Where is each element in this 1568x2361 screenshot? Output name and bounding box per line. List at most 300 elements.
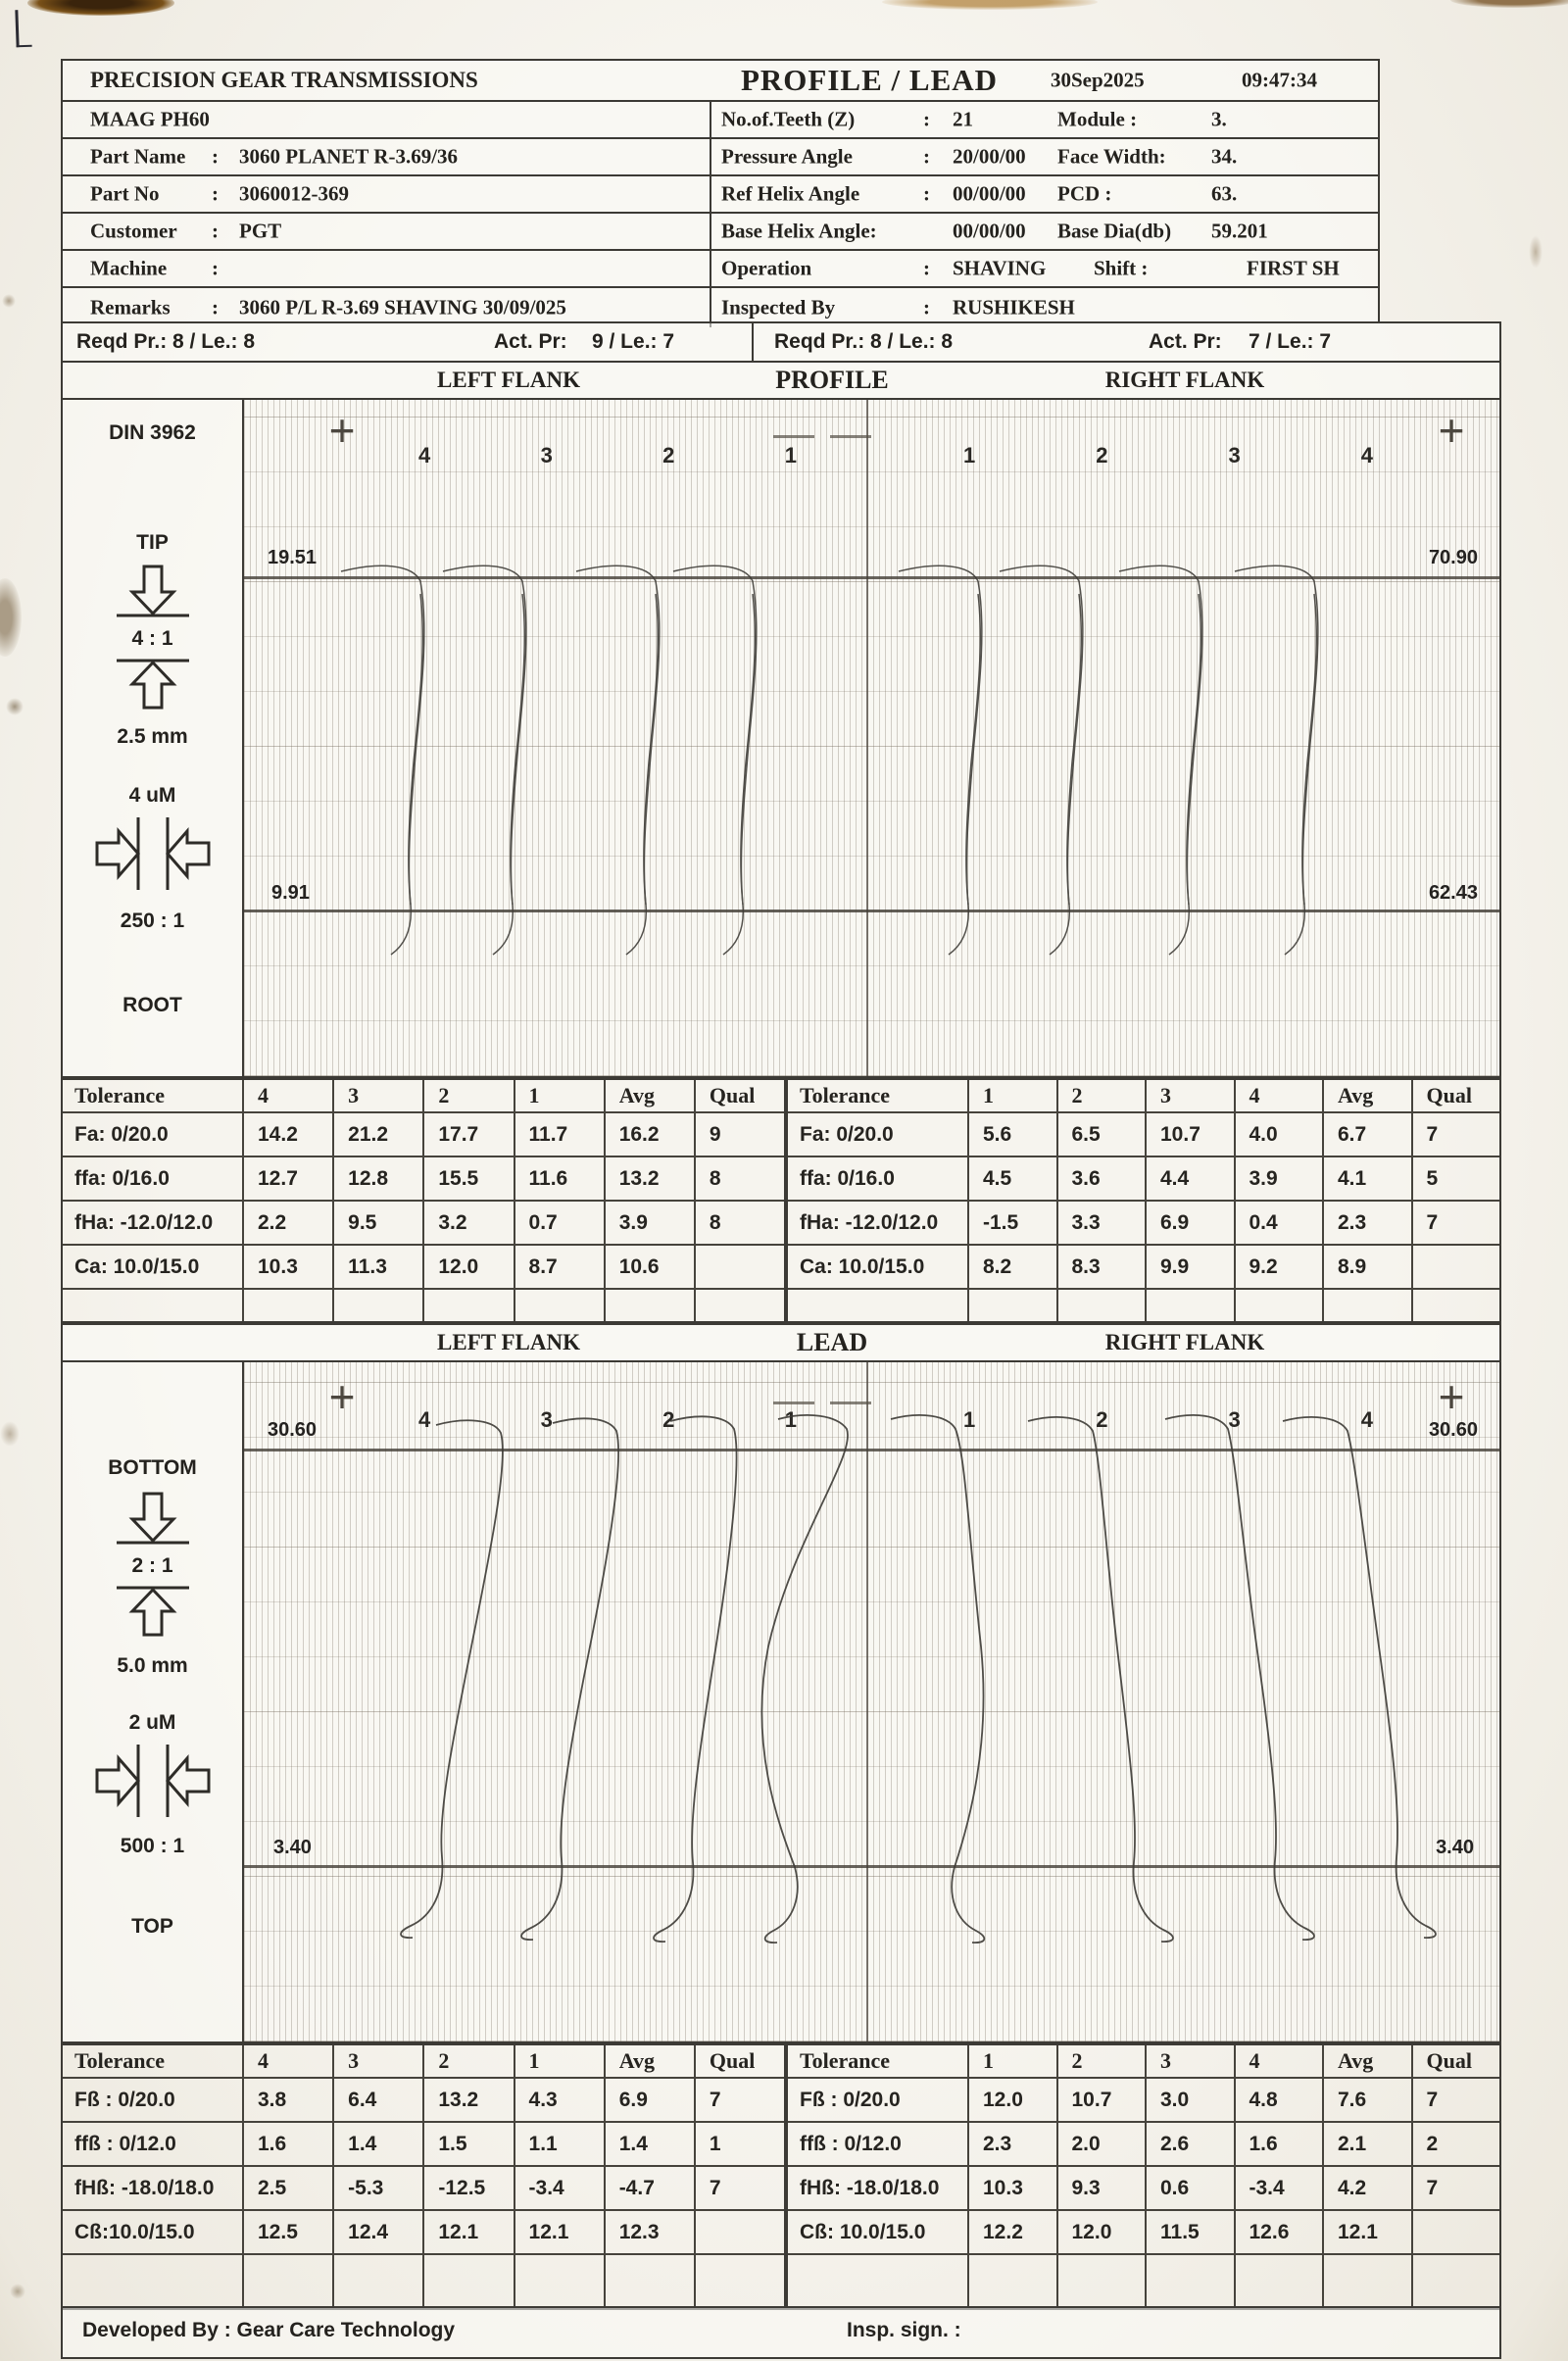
value-cell: 12.7 <box>244 1157 334 1200</box>
stain <box>1529 235 1543 269</box>
value-cell: 9.2 <box>1236 1246 1325 1288</box>
customer-cell <box>63 214 711 249</box>
refhelix-cell <box>710 176 1378 212</box>
value-cell: Avg <box>1324 1080 1413 1111</box>
value-cell: Avg <box>606 2045 696 2077</box>
value-cell: -12.5 <box>424 2167 514 2209</box>
value-cell: 12.1 <box>424 2211 514 2253</box>
value-cell: 1 <box>969 2045 1058 2077</box>
tolerance-label-cell: Tolerance <box>63 2045 244 2077</box>
value-cell <box>1413 2255 1500 2308</box>
lead-chart-block <box>61 1360 1501 2043</box>
part-no-cell <box>63 176 711 212</box>
value-cell <box>1324 1290 1413 1321</box>
value-cell: Qual <box>709 2048 756 2073</box>
tooth-number: 2 <box>662 443 675 467</box>
down-arrow-icon <box>109 565 197 625</box>
value-cell: 4 <box>244 2045 334 2077</box>
colon: : <box>212 219 219 243</box>
table-header-row <box>788 1080 1499 1113</box>
value-cell: 3 <box>334 2045 424 2077</box>
registration-cross: + <box>328 1371 356 1422</box>
value-cell: Qual <box>1426 2048 1472 2073</box>
machine-label: Machine <box>90 256 168 280</box>
tolerance-label-cell: fHß: -18.0/18.0 <box>788 2167 969 2209</box>
req-act-row <box>61 321 1501 363</box>
basehelix-label: Base Helix Angle: <box>721 219 877 243</box>
customer-label: Customer <box>90 219 177 243</box>
table-header-row <box>788 2045 1499 2079</box>
tolerance-label-cell <box>63 2255 244 2308</box>
basehelix-value: 00/00/00 <box>953 219 1026 243</box>
value-cell: 1.4 <box>606 2123 696 2165</box>
value-cell: Qual <box>1426 1083 1472 1107</box>
tooth-number: 2 <box>1096 443 1108 467</box>
value-cell <box>696 1290 784 1321</box>
value-cell: 1.5 <box>424 2123 514 2165</box>
tolerance-label-cell <box>788 2255 969 2308</box>
value-cell <box>1236 1290 1325 1321</box>
part-no-row <box>63 176 1378 214</box>
value-cell: 4.4 <box>1147 1157 1236 1200</box>
value-cell: 1.6 <box>244 2123 334 2165</box>
table-row <box>788 1113 1499 1157</box>
value-cell: 2 <box>424 2045 514 2077</box>
lead-top-left-value: 30.60 <box>268 1419 318 1441</box>
stain <box>2 294 16 308</box>
lead-bottom-left-value: 3.40 <box>273 1837 312 1858</box>
value-cell <box>969 1290 1058 1321</box>
value-cell: 12.1 <box>515 2211 606 2253</box>
value-cell: 9 <box>709 1122 721 1146</box>
value-cell: 6.9 <box>1147 1202 1236 1244</box>
table-header-row <box>63 2045 784 2079</box>
tooth-number: 4 <box>418 443 431 467</box>
value-cell: 4.8 <box>1236 2079 1325 2121</box>
operation-value: SHAVING <box>953 256 1047 280</box>
value-cell: 13.2 <box>424 2079 514 2121</box>
stain <box>0 1421 20 1447</box>
value-cell <box>696 2255 784 2308</box>
lead-horizontal-scale: 500 : 1 <box>120 1835 185 1857</box>
profile-chart-block <box>61 398 1501 1078</box>
table-header-row <box>63 1080 784 1113</box>
tooth-number: 1 <box>784 1407 797 1432</box>
lead-chart <box>244 1362 1499 2041</box>
table-row <box>63 2079 784 2123</box>
basedia-label: Base Dia(db) <box>1057 219 1172 243</box>
value-cell: 7 <box>1426 1122 1439 1146</box>
tolerance-label-cell: Cß:10.0/15.0 <box>63 2211 244 2253</box>
value-cell: 7 <box>1426 1210 1439 1234</box>
table-row <box>788 1246 1499 1290</box>
tooth-number: 2 <box>662 1407 675 1432</box>
part-no-value: 3060012-369 <box>239 181 349 206</box>
value-cell: 2 <box>1058 2045 1148 2077</box>
customer-value: PGT <box>239 219 282 243</box>
developed-by: Developed By : Gear Care Technology <box>82 2318 456 2341</box>
value-cell: 8.2 <box>969 1246 1058 1288</box>
lead-traces <box>244 1362 1503 2045</box>
pressure-cell <box>710 139 1378 174</box>
table-row <box>788 1202 1499 1246</box>
operation-label: Operation <box>721 256 812 280</box>
value-cell: 16.2 <box>606 1113 696 1156</box>
module-value: 3. <box>1211 107 1227 131</box>
value-cell: 12.8 <box>334 1157 424 1200</box>
tolerance-label-cell: Fa: 0/20.0 <box>788 1113 969 1156</box>
lead-band <box>61 1323 1501 1362</box>
tolerance-label-cell: Tolerance <box>788 2045 969 2077</box>
value-cell: 12.0 <box>1058 2211 1148 2253</box>
value-cell: 1.6 <box>1236 2123 1325 2165</box>
value-cell: 2 <box>424 1080 514 1111</box>
tolerance-label-cell: ffß : 0/12.0 <box>63 2123 244 2165</box>
table-row <box>63 2123 784 2167</box>
root-right-value: 62.43 <box>1428 882 1478 904</box>
value-cell: Qual <box>709 1083 756 1107</box>
machine-model-cell <box>63 102 711 137</box>
tolerance-label-cell: Tolerance <box>788 1080 969 1111</box>
converge-arrows-icon <box>89 1739 217 1823</box>
tolerance-label-cell: fHß: -18.0/18.0 <box>63 2167 244 2209</box>
din-standard: DIN 3962 <box>109 421 196 444</box>
profile-tolerance-tables <box>61 1078 1501 1323</box>
profile-left-flank-title: LEFT FLANK <box>437 368 580 392</box>
reqd-left: Reqd Pr.: 8 / Le.: 8 <box>76 330 256 353</box>
value-cell: 12.1 <box>1324 2211 1413 2253</box>
table-row <box>788 2079 1499 2123</box>
table-row <box>63 1113 784 1157</box>
tolerance-label-cell: Ca: 10.0/15.0 <box>63 1246 244 1288</box>
value-cell <box>969 2255 1058 2308</box>
value-cell: 21.2 <box>334 1113 424 1156</box>
value-cell: 11.6 <box>515 1157 606 1200</box>
value-cell <box>334 2255 424 2308</box>
stain <box>0 578 22 657</box>
value-cell: Avg <box>606 1080 696 1111</box>
profile-horizontal-scale: 250 : 1 <box>120 910 185 932</box>
tolerance-label-cell: Fß : 0/20.0 <box>788 2079 969 2121</box>
table-row <box>63 1157 784 1202</box>
profile-left-tolerance-table <box>61 1078 786 1323</box>
tooth-number: 4 <box>418 1407 431 1432</box>
teeth-value: 21 <box>953 107 973 131</box>
value-cell: 11.3 <box>334 1246 424 1288</box>
lead-left-tolerance-table <box>61 2043 786 2310</box>
value-cell: 1 <box>515 2045 606 2077</box>
value-cell: 1.1 <box>515 2123 606 2165</box>
profile-title: PROFILE <box>775 366 889 394</box>
up-arrow-icon <box>109 1580 197 1639</box>
value-cell: 2.5 <box>244 2167 334 2209</box>
profile-right-tolerance-table <box>786 1078 1501 1323</box>
machine-model: MAAG PH60 <box>90 107 210 131</box>
basedia-value: 59.201 <box>1211 219 1268 243</box>
value-cell <box>696 2211 784 2253</box>
value-cell: 3 <box>334 1080 424 1111</box>
facewidth-value: 34. <box>1211 144 1238 169</box>
value-cell: 8 <box>709 1166 721 1190</box>
part-name-cell <box>63 139 711 174</box>
registration-cross: + <box>1438 1371 1465 1422</box>
value-cell <box>606 1290 696 1321</box>
value-cell <box>696 1246 784 1288</box>
colon: : <box>212 256 219 280</box>
tooth-number: 1 <box>963 443 976 467</box>
tolerance-label-cell: ffa: 0/16.0 <box>63 1157 244 1200</box>
value-cell: -3.4 <box>515 2167 606 2209</box>
table-row <box>63 1246 784 1290</box>
value-cell: 8.9 <box>1324 1246 1413 1288</box>
root-label: ROOT <box>122 994 182 1016</box>
inspected-value: RUSHIKESH <box>953 295 1075 320</box>
pcd-value: 63. <box>1211 181 1238 206</box>
inspector-sign-label: Insp. sign. : <box>847 2318 961 2341</box>
table-empty-row <box>788 2255 1499 2308</box>
profile-sidebar <box>63 400 244 1076</box>
tolerance-label-cell: fHa: -12.0/12.0 <box>788 1202 969 1244</box>
value-cell: 10.7 <box>1147 1113 1236 1156</box>
value-cell: 3.6 <box>1058 1157 1148 1200</box>
footer-row <box>61 2306 1501 2359</box>
value-cell: 12.2 <box>969 2211 1058 2253</box>
profile-traces <box>244 400 1503 1080</box>
profile-right-flank-title: RIGHT FLANK <box>1104 368 1265 392</box>
lead-top-right-value: 30.60 <box>1428 1419 1478 1441</box>
value-cell: 1 <box>969 1080 1058 1111</box>
value-cell: 6.7 <box>1324 1113 1413 1156</box>
value-cell: 13.2 <box>606 1157 696 1200</box>
value-cell: Avg <box>1324 2045 1413 2077</box>
profile-um-scale: 4 uM <box>128 784 176 807</box>
refhelix-value: 00/00/00 <box>953 181 1026 206</box>
table-row <box>788 2167 1499 2211</box>
colon: : <box>212 295 219 320</box>
tooth-number: 3 <box>1228 443 1241 467</box>
value-cell: 2.6 <box>1147 2123 1236 2165</box>
colon: : <box>212 144 219 169</box>
lead-bottom-right-value: 3.40 <box>1436 1837 1474 1858</box>
value-cell: 8.3 <box>1058 1246 1148 1288</box>
value-cell <box>1058 1290 1148 1321</box>
stain <box>1450 0 1568 8</box>
value-cell: 10.3 <box>969 2167 1058 2209</box>
value-cell: 8.7 <box>515 1246 606 1288</box>
registration-cross: + <box>328 405 356 456</box>
machine-row <box>63 251 1378 288</box>
stain <box>882 0 1098 10</box>
value-cell: 1 <box>515 1080 606 1111</box>
value-cell: 2 <box>1426 2132 1439 2155</box>
part-name-row <box>63 139 1378 176</box>
value-cell: 4.0 <box>1236 1113 1325 1156</box>
colon: : <box>923 144 930 169</box>
pen-mark <box>15 10 31 48</box>
value-cell <box>424 2255 514 2308</box>
table-row <box>63 2167 784 2211</box>
tolerance-label-cell: Fß : 0/20.0 <box>63 2079 244 2121</box>
company-name: PRECISION GEAR TRANSMISSIONS <box>90 68 478 92</box>
value-cell: 17.7 <box>424 1113 514 1156</box>
basehelix-cell <box>710 214 1378 249</box>
part-name-value: 3060 PLANET R-3.69/36 <box>239 144 459 169</box>
shift-value: FIRST SH <box>1247 256 1340 280</box>
table-row <box>788 2123 1499 2167</box>
table-row <box>63 1202 784 1246</box>
value-cell: -5.3 <box>334 2167 424 2209</box>
stain <box>6 698 24 715</box>
customer-row <box>63 214 1378 251</box>
value-cell: 4.1 <box>1324 1157 1413 1200</box>
value-cell: 5.6 <box>969 1113 1058 1156</box>
value-cell <box>1058 2255 1148 2308</box>
value-cell: 10.6 <box>606 1246 696 1288</box>
tip-label: TIP <box>136 531 169 554</box>
value-cell: -4.7 <box>606 2167 696 2209</box>
value-cell: 1 <box>709 2132 721 2155</box>
table-row <box>788 1157 1499 1202</box>
inspected-label: Inspected By <box>721 295 836 320</box>
tolerance-label-cell: fHa: -12.0/12.0 <box>63 1202 244 1244</box>
page-title: PROFILE / LEAD <box>740 63 999 97</box>
value-cell: 2.3 <box>1324 1202 1413 1244</box>
value-cell: 12.6 <box>1236 2211 1325 2253</box>
tolerance-label-cell <box>63 1290 244 1321</box>
stain <box>27 0 174 16</box>
tooth-number: 3 <box>1228 1407 1241 1432</box>
value-cell: 7.6 <box>1324 2079 1413 2121</box>
colon: : <box>923 181 930 206</box>
lead-vertical-scale: 2 : 1 <box>131 1554 173 1577</box>
tooth-number: 1 <box>784 443 797 467</box>
value-cell: -3.4 <box>1236 2167 1325 2209</box>
profile-chart <box>244 400 1499 1076</box>
value-cell: -1.5 <box>969 1202 1058 1244</box>
colon: : <box>923 256 930 280</box>
tooth-number: 2 <box>1096 1407 1108 1432</box>
profile-band <box>61 361 1501 400</box>
shift-label: Shift : <box>1094 256 1149 280</box>
lead-tolerance-tables <box>61 2043 1501 2310</box>
tip-left-value: 19.51 <box>268 547 318 568</box>
value-cell: 3.2 <box>424 1202 514 1244</box>
value-cell: 3 <box>1147 2045 1236 2077</box>
value-cell: 12.0 <box>969 2079 1058 2121</box>
value-cell: 10.7 <box>1058 2079 1148 2121</box>
value-cell: 15.5 <box>424 1157 514 1200</box>
value-cell <box>1413 1246 1500 1288</box>
value-cell <box>424 1290 514 1321</box>
pressure-label: Pressure Angle <box>721 144 853 169</box>
value-cell: 7 <box>1426 2088 1439 2111</box>
value-cell <box>606 2255 696 2308</box>
value-cell <box>334 1290 424 1321</box>
converge-arrows-icon <box>89 812 217 896</box>
value-cell: 4.2 <box>1324 2167 1413 2209</box>
tip-right-value: 70.90 <box>1428 547 1478 568</box>
report-date: 30Sep2025 <box>1051 68 1145 92</box>
tolerance-label-cell: Fa: 0/20.0 <box>63 1113 244 1156</box>
value-cell <box>515 1290 606 1321</box>
colon: : <box>923 295 930 320</box>
table-empty-row <box>63 1290 784 1321</box>
lead-mm-scale: 5.0 mm <box>117 1654 188 1677</box>
lead-right-tolerance-table <box>786 2043 1501 2310</box>
profile-vertical-scale: 4 : 1 <box>131 627 173 650</box>
value-cell: 7 <box>1426 2176 1439 2199</box>
tolerance-label-cell: Ca: 10.0/15.0 <box>788 1246 969 1288</box>
value-cell: 2.0 <box>1058 2123 1148 2165</box>
value-cell: 3.8 <box>244 2079 334 2121</box>
profile-mm-scale: 2.5 mm <box>117 725 188 748</box>
tolerance-label-cell: Cß: 10.0/15.0 <box>788 2211 969 2253</box>
table-empty-row <box>788 1290 1499 1321</box>
root-left-value: 9.91 <box>271 882 310 904</box>
title-row <box>63 61 1378 102</box>
operation-cell <box>710 251 1378 286</box>
value-cell <box>1147 1290 1236 1321</box>
value-cell: 3.9 <box>1236 1157 1325 1200</box>
up-arrow-icon <box>109 653 197 712</box>
table-row <box>788 2211 1499 2255</box>
refhelix-label: Ref Helix Angle <box>721 181 860 206</box>
value-cell: 10.3 <box>244 1246 334 1288</box>
machine-model-row <box>63 102 1378 139</box>
divider <box>752 323 754 361</box>
lead-sidebar <box>63 1362 244 2041</box>
value-cell: 3 <box>1147 1080 1236 1111</box>
tolerance-label-cell: ffß : 0/12.0 <box>788 2123 969 2165</box>
value-cell: 4.5 <box>969 1157 1058 1200</box>
value-cell: 12.3 <box>606 2211 696 2253</box>
lead-right-flank-title: RIGHT FLANK <box>1104 1330 1265 1354</box>
tolerance-label-cell: ffa: 0/16.0 <box>788 1157 969 1200</box>
value-cell: 11.7 <box>515 1113 606 1156</box>
value-cell: 3.3 <box>1058 1202 1148 1244</box>
value-cell: 0.7 <box>515 1202 606 1244</box>
teeth-cell <box>710 102 1378 137</box>
value-cell <box>1413 1290 1500 1321</box>
value-cell <box>515 2255 606 2308</box>
value-cell: 0.4 <box>1236 1202 1325 1244</box>
value-cell: 14.2 <box>244 1113 334 1156</box>
down-arrow-icon <box>109 1492 197 1552</box>
lead-um-scale: 2 uM <box>128 1711 176 1734</box>
value-cell: 12.5 <box>244 2211 334 2253</box>
act-left-label: Act. Pr: <box>494 330 567 353</box>
value-cell: 3.0 <box>1147 2079 1236 2121</box>
value-cell: 4 <box>1236 1080 1325 1111</box>
table-row <box>63 2211 784 2255</box>
tooth-number: 3 <box>540 443 553 467</box>
value-cell: 3.9 <box>606 1202 696 1244</box>
value-cell <box>1324 2255 1413 2308</box>
value-cell: 4 <box>244 1080 334 1111</box>
report-time: 09:47:34 <box>1242 68 1317 92</box>
value-cell <box>1413 2211 1500 2253</box>
lead-left-flank-title: LEFT FLANK <box>437 1330 580 1354</box>
remarks-value: 3060 P/L R-3.69 SHAVING 30/09/025 <box>239 295 566 320</box>
value-cell: 2.3 <box>969 2123 1058 2165</box>
value-cell: 6.4 <box>334 2079 424 2121</box>
machine-cell <box>63 251 711 286</box>
top-label: TOP <box>131 1915 173 1938</box>
tolerance-label-cell: Tolerance <box>63 1080 244 1111</box>
act-right-value: 7 / Le.: 7 <box>1249 330 1332 353</box>
value-cell <box>244 2255 334 2308</box>
value-cell <box>244 1290 334 1321</box>
